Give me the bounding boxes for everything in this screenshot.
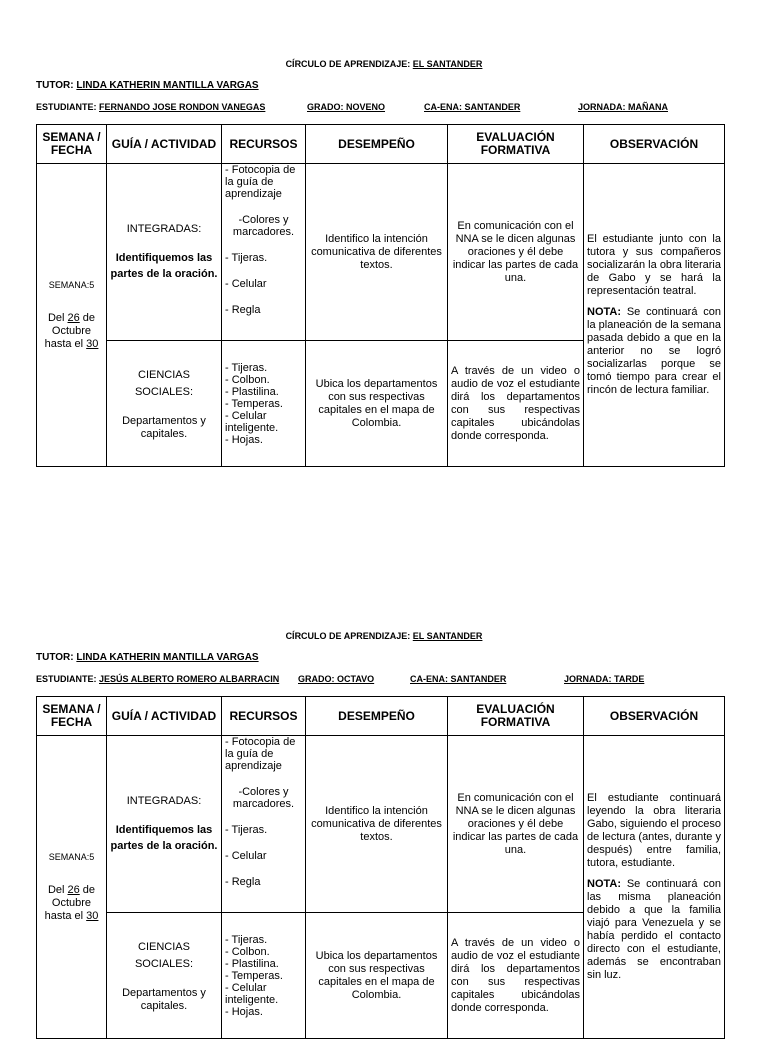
week-label: SEMANA:5: [48, 852, 95, 862]
performance-cell: Identifico la intención comunicativa de diferentes textos.: [306, 164, 448, 341]
tutor-name: LINDA KATHERIN MANTILLA VARGAS: [76, 652, 259, 663]
circle-title: CÍRCULO DE APRENDIZAJE: EL SANTANDER: [285, 631, 483, 641]
col-header-performance: DESEMPEÑO: [306, 697, 448, 736]
table-header-row: [37, 697, 725, 736]
guide-subtitle: Departamentos y capitales.: [122, 986, 206, 1012]
week-cell: [37, 164, 107, 467]
resource-item: - Tijeras.: [225, 933, 268, 946]
table-row: [37, 164, 725, 341]
caena-label: CA-ENA: SANTANDER: [410, 674, 507, 684]
guide-subtitle: Identifiquemos las partes de la oración.: [110, 251, 218, 280]
resource-item: - Colbon.: [225, 373, 270, 386]
circle-title: CÍRCULO DE APRENDIZAJE: EL SANTANDER: [285, 59, 483, 69]
week-dates: Del 26 de Octubre hasta el 30: [44, 312, 99, 350]
table-header-row: [37, 125, 725, 164]
resource-item: - Celular: [225, 850, 267, 862]
guide-title: INTEGRADAS:: [126, 794, 202, 807]
resource-item: - Regla: [225, 304, 261, 316]
guide-subtitle: Departamentos y capitales.: [122, 414, 206, 440]
resource-item: -Colores y marcadores.: [232, 786, 295, 810]
guide-cell: [107, 164, 222, 341]
col-header-observation: OBSERVACIÓN: [584, 125, 725, 164]
guide-title: INTEGRADAS:: [126, 222, 202, 235]
guide-cell: [107, 913, 222, 1039]
resource-item: - Fotocopia de la guía de aprendizaje: [225, 164, 296, 200]
col-header-performance: DESEMPEÑO: [306, 125, 448, 164]
resources-cell: [222, 164, 306, 341]
grade-label: GRADO: OCTAVO: [298, 674, 375, 684]
evaluation-cell: En comunicación con el NNA se le dicen algunas oraciones y él debe indicar las partes de cada una.: [448, 164, 584, 341]
resource-item: - Hojas.: [225, 1005, 263, 1018]
performance-cell: Identifico la intención comunicativa de diferentes textos.: [306, 736, 448, 913]
resource-item: - Fotocopia de la guía de aprendizaje: [225, 736, 296, 772]
jornada-label: JORNADA: TARDE: [564, 674, 645, 684]
guide-subtitle: Identifiquemos las partes de la oración.: [110, 823, 218, 852]
performance-cell: Ubica los departamentos con sus respectivas capitales en el mapa de Colombia.: [306, 341, 448, 467]
grade-label: GRADO: NOVENO: [307, 102, 386, 112]
col-header-week: SEMANA / FECHA: [37, 125, 107, 164]
caena-label: CA-ENA: SANTANDER: [424, 102, 521, 112]
guide-cell: [107, 341, 222, 467]
week-dates: Del 26 de Octubre hasta el 30: [44, 884, 99, 922]
col-header-evaluation: EVALUACIÓN FORMATIVA: [448, 697, 584, 736]
resource-item: - Temperas.: [225, 969, 283, 982]
table-row: [37, 736, 725, 913]
resource-item: - Temperas.: [225, 397, 283, 410]
evaluation-cell: A través de un video o audio de voz el estudiante dirá los departamentos con sus respectivas capitales ubicándolas donde corresponda.: [448, 913, 584, 1039]
col-header-guide: GUÍA / ACTIVIDAD: [107, 125, 222, 164]
resource-item: - Celular: [225, 278, 267, 290]
resource-item: - Celular inteligente.: [225, 409, 279, 434]
resource-item: - Regla: [225, 876, 261, 888]
resources-cell: [222, 736, 306, 913]
resource-item: - Colbon.: [225, 945, 270, 958]
student-line: ESTUDIANTE: FERNANDO JOSE RONDON VANEGAS: [36, 102, 266, 112]
evaluation-cell: En comunicación con el NNA se le dicen algunas oraciones y él debe indicar las partes de cada una.: [448, 736, 584, 913]
observation-text: El estudiante junto con la tutora y sus compañeros socializarán la obra literaria de Gabo y se hará la representación teatral.: [587, 233, 721, 297]
circle-name: EL SANTANDER: [412, 631, 483, 641]
tutor-line: TUTOR: LINDA KATHERIN MANTILLA VARGAS: [36, 652, 259, 663]
circle-name: EL SANTANDER: [412, 59, 483, 69]
resources-cell: [222, 341, 306, 467]
observation-note: NOTA: Se continuará con las misma planeación debido a que la familia viajó para Venezuela y se había perdido el contacto directo con el estudiante, además se encontraban sin luz.: [587, 878, 721, 981]
resource-item: - Plastilina.: [225, 957, 279, 970]
resource-item: - Tijeras.: [225, 824, 268, 836]
resource-item: - Plastilina.: [225, 385, 279, 398]
guide-title: CIENCIAS SOCIALES:: [134, 368, 194, 398]
observation-cell: [584, 736, 725, 1039]
guide-cell: [107, 736, 222, 913]
col-header-week: SEMANA / FECHA: [37, 697, 107, 736]
student-name: JESÚS ALBERTO ROMERO ALBARRACIN: [99, 674, 280, 684]
resource-item: - Celular inteligente.: [225, 981, 279, 1006]
week-cell: [37, 736, 107, 1039]
student-name: FERNANDO JOSE RONDON VANEGAS: [99, 102, 266, 112]
observation-text: El estudiante continuará leyendo la obra literaria Gabo, siguiendo el proceso de lectura (antes, durante y después) entre familia, tutora, estudiante.: [587, 792, 721, 869]
col-header-evaluation: EVALUACIÓN FORMATIVA: [448, 125, 584, 164]
resource-item: - Hojas.: [225, 433, 263, 446]
resource-item: - Tijeras.: [225, 252, 268, 264]
resource-item: - Tijeras.: [225, 361, 268, 374]
plan-table: [36, 696, 725, 1039]
tutor-line: TUTOR: LINDA KATHERIN MANTILLA VARGAS: [36, 80, 259, 91]
observation-note: NOTA: Se continuará con la planeación de la semana pasada debido a que en la anterior no se logró socializarlas porque se tomó tiempo para crear el rincón de lectura familiar.: [587, 306, 721, 396]
evaluation-cell: A través de un video o audio de voz el estudiante dirá los departamentos con sus respectivas capitales ubicándolas donde corresponda.: [448, 341, 584, 467]
resources-cell: [222, 913, 306, 1039]
tutor-name: LINDA KATHERIN MANTILLA VARGAS: [76, 80, 259, 91]
performance-cell: Ubica los departamentos con sus respectivas capitales en el mapa de Colombia.: [306, 913, 448, 1039]
observation-cell: [584, 164, 725, 467]
col-header-observation: OBSERVACIÓN: [584, 697, 725, 736]
jornada-label: JORNADA: MAÑANA: [578, 102, 668, 112]
resource-item: -Colores y marcadores.: [232, 214, 295, 238]
col-header-resources: RECURSOS: [222, 697, 306, 736]
plan-table: [36, 124, 725, 467]
week-label: SEMANA:5: [48, 280, 95, 290]
guide-title: CIENCIAS SOCIALES:: [134, 940, 194, 970]
col-header-guide: GUÍA / ACTIVIDAD: [107, 697, 222, 736]
col-header-resources: RECURSOS: [222, 125, 306, 164]
student-line: ESTUDIANTE: JESÚS ALBERTO ROMERO ALBARRACIN: [36, 674, 280, 684]
